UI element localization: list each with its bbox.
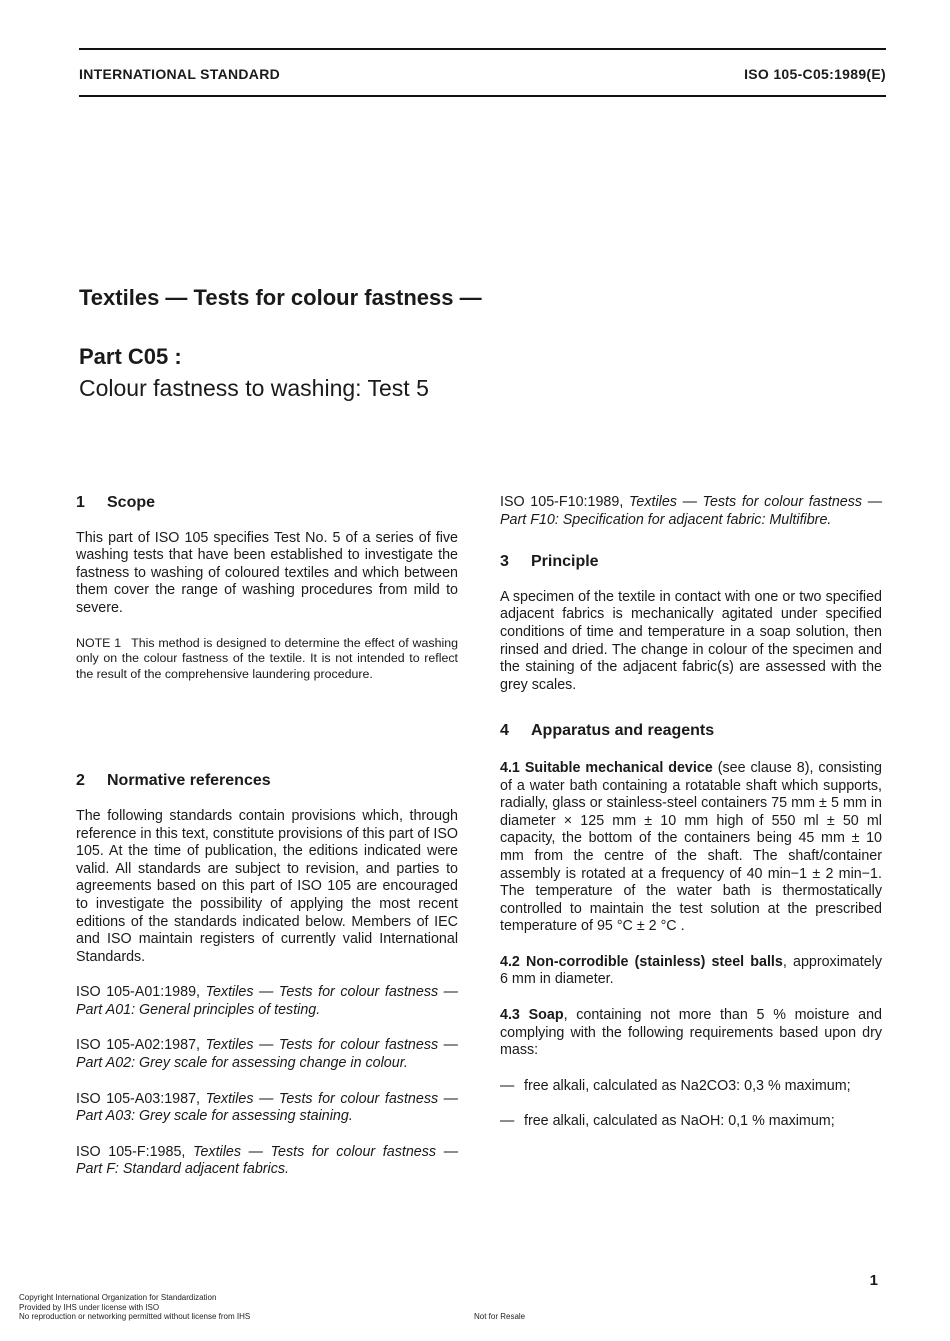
copyright-footer xyxy=(19,1293,250,1322)
reference-code: ISO 105-A02:1987, xyxy=(76,1037,200,1054)
part-number: Part C05 : xyxy=(79,344,182,369)
clause-4-3 xyxy=(500,1007,882,1060)
list-dash: — xyxy=(500,1077,515,1094)
resale-notice: Not for Resale xyxy=(474,1312,526,1321)
clause-number: 4.3 xyxy=(500,1007,520,1024)
reference-title: Textiles — Tests for colour fastness — Part F: Standard adjacent fabrics. xyxy=(76,1143,458,1178)
section-4-heading xyxy=(500,722,882,740)
header-rule xyxy=(79,95,886,97)
reference-title: Textiles — Tests for colour fastness — Part F10: Specification for adjacent fabric: Multifibre. xyxy=(500,494,882,528)
section-title: Scope xyxy=(107,494,156,511)
left-column xyxy=(76,494,458,1179)
note-1 xyxy=(76,636,458,683)
clause-4-2 xyxy=(500,954,882,989)
clause-text: (see clause 8), consisting of a water bath containing a rotatable shaft which supports, radially, glass or stainless-steel containers 75 mm ± 5 mm in diameter × 125 mm ± 10 mm high of 550 ml ± 50 ml capacity, the bottom of the containers being 45 mm ± 10 mm from the centre of the shaft. The shaft/container assembly is rotated at a frequency of 40 min−1 ± 2 min−1. The temperature of the water bath is thermostatically controlled to maintain the test solution at the prescribed temperature of 95 °C ± 2 °C . xyxy=(500,759,882,935)
page-number: 1 xyxy=(869,1272,878,1289)
list-item-text: free alkali, calculated as Na2CO3: 0,3 % maximum; xyxy=(524,1077,851,1094)
header-right: ISO 105-C05:1989(E) xyxy=(744,66,886,82)
reference-item xyxy=(76,1144,458,1179)
list-item-text: free alkali, calculated as NaOH: 0,1 % maximum; xyxy=(524,1113,835,1130)
reference-code: ISO 105-A03:1987, xyxy=(76,1090,200,1107)
reference-title: Textiles — Tests for colour fastness — Part A02: Grey scale for assessing change in colour. xyxy=(76,1037,458,1072)
footer-line: No reproduction or networking permitted without license from IHS xyxy=(19,1312,251,1321)
footer-line: Copyright International Organization for Standardization xyxy=(19,1293,217,1302)
clause-title: Non-corrodible (stainless) steel balls xyxy=(526,953,783,970)
section-1-heading xyxy=(76,494,458,512)
reference-title: Textiles — Tests for colour fastness — Part A01: General principles of testing. xyxy=(76,984,458,1018)
reference-item xyxy=(76,984,458,1019)
right-column xyxy=(500,494,882,1131)
reference-title: Textiles — Tests for colour fastness — Part A03: Grey scale for assessing staining. xyxy=(76,1090,458,1125)
section-2-heading xyxy=(76,772,458,790)
reference-code: ISO 105-F10:1989, xyxy=(500,494,624,510)
list-item xyxy=(500,1113,882,1131)
scope-text: This part of ISO 105 specifies Test No. 5 of a series of five washing tests that have been established to investigate the fastness to washing of coloured textiles and which between them cover the range of washing procedures from mild to severe. xyxy=(76,529,458,616)
list-item xyxy=(500,1078,882,1096)
section-3-heading xyxy=(500,553,882,571)
header-left: INTERNATIONAL STANDARD xyxy=(79,66,281,82)
section-title: Principle xyxy=(531,553,599,571)
note-label: NOTE 1 xyxy=(76,635,122,650)
section-number: 2 xyxy=(76,772,85,790)
clause-number: 4.1 xyxy=(500,759,520,776)
principle-text: A specimen of the textile in contact with one or two specified adjacent fabrics is mechanically agitated under specified conditions of time and temperature in a soap solution, then rinsed and dried. The change in colour of the specimen and the staining of the adjacent fabric(s) are assessed with the grey scales. xyxy=(500,588,882,693)
reference-code: ISO 105-F:1985, xyxy=(76,1143,186,1160)
list-dash: — xyxy=(500,1113,515,1130)
top-rule xyxy=(79,48,886,50)
normative-text: The following standards contain provisions which, through reference in this text, constitute provisions of this part of ISO 105. At the time of publication, the editions indicated were valid. All standards are subject to revision, and parties to agreements based on this part of ISO 105 are encouraged to investigate the possibility of applying the most recent editions of the standards indicated below. Members of IEC and ISO maintain registers of currently valid International Standards. xyxy=(76,807,458,965)
clause-4-1 xyxy=(500,760,882,936)
section-number: 3 xyxy=(500,553,509,571)
section-number: 1 xyxy=(76,494,85,511)
section-title: Apparatus and reagents xyxy=(531,722,715,740)
reference-item xyxy=(500,494,882,529)
clause-text: , approximately 6 mm in diameter. xyxy=(500,953,882,988)
footer-line: Provided by IHS under license with ISO xyxy=(19,1302,160,1312)
document-title: Textiles — Tests for colour fastness — xyxy=(79,285,482,310)
note-text: This method is designed to determine the effect of washing only on the colour fastness of the textile. It is not intended to reflect the result of the comprehensive laundering procedure. xyxy=(76,635,458,681)
reference-item xyxy=(76,1037,458,1072)
part-title: Colour fastness to washing: Test 5 xyxy=(79,375,429,401)
section-title: Normative references xyxy=(107,772,271,790)
clause-title: Soap xyxy=(528,1007,564,1024)
reference-item xyxy=(76,1091,458,1126)
clause-number: 4.2 xyxy=(500,953,520,970)
section-number: 4 xyxy=(500,722,509,740)
clause-title: Suitable mechanical device xyxy=(524,759,713,776)
reference-code: ISO 105-A01:1989, xyxy=(76,984,200,1001)
clause-text: , containing not more than 5 % moisture and complying with the following requirements based upon dry mass: xyxy=(500,1007,882,1059)
